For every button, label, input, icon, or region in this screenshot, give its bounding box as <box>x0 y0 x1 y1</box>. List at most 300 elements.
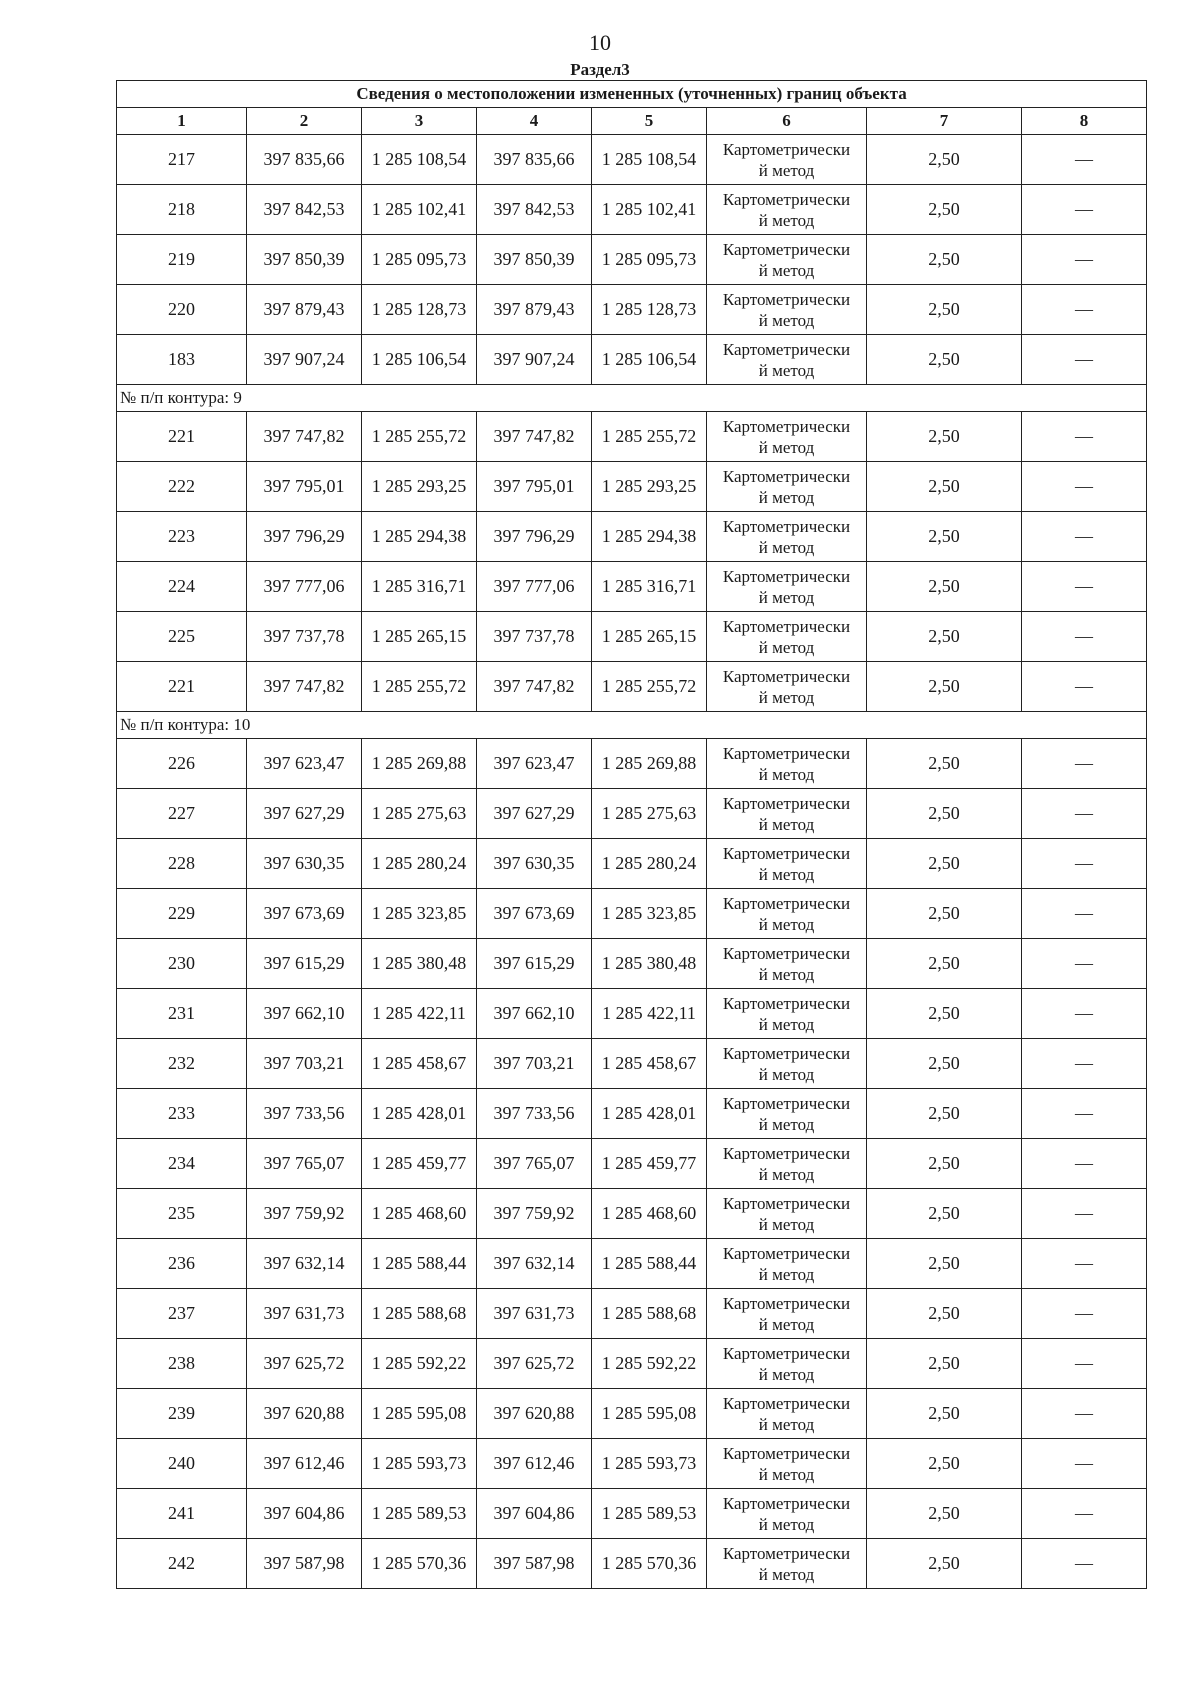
table-row <box>117 1289 1147 1339</box>
x-new-cell: 397 850,39 <box>477 235 592 285</box>
note-cell: — <box>1022 512 1147 562</box>
y-new-cell: 1 285 323,85 <box>592 889 707 939</box>
method-line-2: й метод <box>758 1214 815 1234</box>
y-new-cell: 1 285 293,25 <box>592 462 707 512</box>
method-cell <box>707 1489 867 1539</box>
column-header-2: 2 <box>247 108 362 135</box>
method-cell <box>707 1339 867 1389</box>
x-new-cell: 397 625,72 <box>477 1339 592 1389</box>
note-cell: — <box>1022 889 1147 939</box>
note-cell: — <box>1022 1039 1147 1089</box>
x-existing-cell: 397 612,46 <box>247 1439 362 1489</box>
accuracy-cell: 2,50 <box>867 1389 1022 1439</box>
x-existing-cell: 397 796,29 <box>247 512 362 562</box>
method-cell <box>707 1189 867 1239</box>
x-new-cell: 397 620,88 <box>477 1389 592 1439</box>
method-line-1: Картометрически <box>722 416 851 436</box>
x-new-cell: 397 747,82 <box>477 662 592 712</box>
method-line-1: Картометрически <box>722 1393 851 1413</box>
y-existing-cell: 1 285 106,54 <box>362 335 477 385</box>
note-cell: — <box>1022 939 1147 989</box>
method-cell <box>707 662 867 712</box>
method-line-2: й метод <box>758 587 815 607</box>
x-new-cell: 397 662,10 <box>477 989 592 1039</box>
method-cell <box>707 412 867 462</box>
accuracy-cell: 2,50 <box>867 412 1022 462</box>
table-row <box>117 1539 1147 1589</box>
column-header-6: 6 <box>707 108 867 135</box>
y-new-cell: 1 285 422,11 <box>592 989 707 1039</box>
method-line-2: й метод <box>758 764 815 784</box>
method-cell <box>707 839 867 889</box>
y-existing-cell: 1 285 459,77 <box>362 1139 477 1189</box>
x-existing-cell: 397 673,69 <box>247 889 362 939</box>
x-new-cell: 397 777,06 <box>477 562 592 612</box>
method-line-1: Картометрически <box>722 189 851 209</box>
table-row <box>117 335 1147 385</box>
method-line-2: й метод <box>758 1064 815 1084</box>
accuracy-cell: 2,50 <box>867 1039 1022 1089</box>
note-cell: — <box>1022 135 1147 185</box>
x-existing-cell: 397 737,78 <box>247 612 362 662</box>
method-line-1: Картометрически <box>722 466 851 486</box>
table-row <box>117 185 1147 235</box>
method-cell <box>707 989 867 1039</box>
table-row <box>117 939 1147 989</box>
note-cell: — <box>1022 1489 1147 1539</box>
note-cell: — <box>1022 612 1147 662</box>
method-line-1: Картометрически <box>722 139 851 159</box>
method-line-2: й метод <box>758 1414 815 1434</box>
y-existing-cell: 1 285 293,25 <box>362 462 477 512</box>
method-line-1: Картометрически <box>722 1293 851 1313</box>
y-new-cell: 1 285 265,15 <box>592 612 707 662</box>
accuracy-cell: 2,50 <box>867 989 1022 1039</box>
y-existing-cell: 1 285 468,60 <box>362 1189 477 1239</box>
y-existing-cell: 1 285 570,36 <box>362 1539 477 1589</box>
note-cell: — <box>1022 739 1147 789</box>
method-cell <box>707 939 867 989</box>
y-existing-cell: 1 285 380,48 <box>362 939 477 989</box>
x-new-cell: 397 612,46 <box>477 1439 592 1489</box>
accuracy-cell: 2,50 <box>867 1189 1022 1239</box>
contour-label: № п/п контура: 9 <box>117 385 1147 412</box>
y-existing-cell: 1 285 095,73 <box>362 235 477 285</box>
y-new-cell: 1 285 592,22 <box>592 1339 707 1389</box>
point-number-cell: 227 <box>117 789 247 839</box>
method-line-1: Картометрически <box>722 1493 851 1513</box>
point-number-cell: 225 <box>117 612 247 662</box>
method-line-1: Картометрически <box>722 339 851 359</box>
accuracy-cell: 2,50 <box>867 789 1022 839</box>
y-new-cell: 1 285 128,73 <box>592 285 707 335</box>
y-existing-cell: 1 285 588,68 <box>362 1289 477 1339</box>
note-cell: — <box>1022 1439 1147 1489</box>
table-row <box>117 412 1147 462</box>
y-new-cell: 1 285 095,73 <box>592 235 707 285</box>
x-existing-cell: 397 777,06 <box>247 562 362 612</box>
note-cell: — <box>1022 1239 1147 1289</box>
table-row <box>117 989 1147 1039</box>
method-line-2: й метод <box>758 864 815 884</box>
x-new-cell: 397 796,29 <box>477 512 592 562</box>
method-line-1: Картометрически <box>722 893 851 913</box>
point-number-cell: 221 <box>117 662 247 712</box>
y-new-cell: 1 285 458,67 <box>592 1039 707 1089</box>
x-existing-cell: 397 662,10 <box>247 989 362 1039</box>
point-number-cell: 242 <box>117 1539 247 1589</box>
accuracy-cell: 2,50 <box>867 1339 1022 1389</box>
method-line-1: Картометрически <box>722 516 851 536</box>
method-line-1: Картометрически <box>722 666 851 686</box>
method-cell <box>707 1039 867 1089</box>
column-header-row <box>117 108 1147 135</box>
point-number-cell: 234 <box>117 1139 247 1189</box>
method-line-2: й метод <box>758 260 815 280</box>
accuracy-cell: 2,50 <box>867 612 1022 662</box>
table-row <box>117 1439 1147 1489</box>
page-number: 10 <box>589 30 611 55</box>
table-row <box>117 135 1147 185</box>
y-new-cell: 1 285 570,36 <box>592 1539 707 1589</box>
contour-label: № п/п контура: 10 <box>117 712 1147 739</box>
y-existing-cell: 1 285 280,24 <box>362 839 477 889</box>
method-cell <box>707 512 867 562</box>
accuracy-cell: 2,50 <box>867 285 1022 335</box>
accuracy-cell: 2,50 <box>867 1139 1022 1189</box>
method-line-2: й метод <box>758 160 815 180</box>
y-existing-cell: 1 285 589,53 <box>362 1489 477 1539</box>
accuracy-cell: 2,50 <box>867 889 1022 939</box>
column-header-7: 7 <box>867 108 1022 135</box>
method-line-1: Картометрически <box>722 566 851 586</box>
section-label: Раздел3 <box>570 60 630 79</box>
method-cell <box>707 1289 867 1339</box>
method-cell <box>707 285 867 335</box>
x-new-cell: 397 835,66 <box>477 135 592 185</box>
y-new-cell: 1 285 269,88 <box>592 739 707 789</box>
note-cell: — <box>1022 1289 1147 1339</box>
table-row <box>117 1039 1147 1089</box>
point-number-cell: 229 <box>117 889 247 939</box>
table-row <box>117 512 1147 562</box>
y-new-cell: 1 285 108,54 <box>592 135 707 185</box>
method-line-2: й метод <box>758 814 815 834</box>
point-number-cell: 230 <box>117 939 247 989</box>
x-existing-cell: 397 759,92 <box>247 1189 362 1239</box>
table-row <box>117 889 1147 939</box>
point-number-cell: 232 <box>117 1039 247 1089</box>
y-new-cell: 1 285 588,68 <box>592 1289 707 1339</box>
table-body <box>117 135 1147 1589</box>
method-line-1: Картометрически <box>722 616 851 636</box>
x-new-cell: 397 737,78 <box>477 612 592 662</box>
x-new-cell: 397 587,98 <box>477 1539 592 1589</box>
y-new-cell: 1 285 593,73 <box>592 1439 707 1489</box>
y-new-cell: 1 285 588,44 <box>592 1239 707 1289</box>
method-line-2: й метод <box>758 914 815 934</box>
contour-row <box>117 385 1147 412</box>
y-new-cell: 1 285 280,24 <box>592 839 707 889</box>
method-line-1: Картометрически <box>722 793 851 813</box>
method-line-1: Картометрически <box>722 289 851 309</box>
x-existing-cell: 397 632,14 <box>247 1239 362 1289</box>
note-cell: — <box>1022 1339 1147 1389</box>
y-new-cell: 1 285 275,63 <box>592 789 707 839</box>
x-existing-cell: 397 879,43 <box>247 285 362 335</box>
method-cell <box>707 235 867 285</box>
contour-row <box>117 712 1147 739</box>
x-existing-cell: 397 747,82 <box>247 662 362 712</box>
point-number-cell: 226 <box>117 739 247 789</box>
x-existing-cell: 397 703,21 <box>247 1039 362 1089</box>
x-new-cell: 397 673,69 <box>477 889 592 939</box>
method-line-2: й метод <box>758 437 815 457</box>
method-cell <box>707 1539 867 1589</box>
y-existing-cell: 1 285 108,54 <box>362 135 477 185</box>
x-new-cell: 397 627,29 <box>477 789 592 839</box>
accuracy-cell: 2,50 <box>867 512 1022 562</box>
method-cell <box>707 335 867 385</box>
method-line-1: Картометрически <box>722 993 851 1013</box>
table-row <box>117 1089 1147 1139</box>
table-row <box>117 612 1147 662</box>
point-number-cell: 237 <box>117 1289 247 1339</box>
y-existing-cell: 1 285 294,38 <box>362 512 477 562</box>
y-existing-cell: 1 285 592,22 <box>362 1339 477 1389</box>
note-cell: — <box>1022 185 1147 235</box>
x-new-cell: 397 630,35 <box>477 839 592 889</box>
point-number-cell: 223 <box>117 512 247 562</box>
method-line-1: Картометрически <box>722 1243 851 1263</box>
x-existing-cell: 397 795,01 <box>247 462 362 512</box>
note-cell: — <box>1022 285 1147 335</box>
point-number-cell: 217 <box>117 135 247 185</box>
note-cell: — <box>1022 1189 1147 1239</box>
note-cell: — <box>1022 235 1147 285</box>
table-row <box>117 662 1147 712</box>
y-existing-cell: 1 285 458,67 <box>362 1039 477 1089</box>
method-line-1: Картометрически <box>722 1043 851 1063</box>
x-existing-cell: 397 631,73 <box>247 1289 362 1339</box>
x-new-cell: 397 631,73 <box>477 1289 592 1339</box>
method-cell <box>707 789 867 839</box>
x-new-cell: 397 632,14 <box>477 1239 592 1289</box>
x-existing-cell: 397 835,66 <box>247 135 362 185</box>
x-existing-cell: 397 587,98 <box>247 1539 362 1589</box>
method-line-1: Картометрически <box>722 743 851 763</box>
accuracy-cell: 2,50 <box>867 562 1022 612</box>
method-line-1: Картометрически <box>722 1193 851 1213</box>
x-new-cell: 397 907,24 <box>477 335 592 385</box>
accuracy-cell: 2,50 <box>867 1439 1022 1489</box>
table-caption: Сведения о местоположении измененных (уточненных) границ объекта <box>117 81 1147 108</box>
y-existing-cell: 1 285 428,01 <box>362 1089 477 1139</box>
note-cell: — <box>1022 662 1147 712</box>
point-number-cell: 220 <box>117 285 247 335</box>
table-row <box>117 285 1147 335</box>
method-line-2: й метод <box>758 537 815 557</box>
x-existing-cell: 397 604,86 <box>247 1489 362 1539</box>
table-row <box>117 1239 1147 1289</box>
x-existing-cell: 397 907,24 <box>247 335 362 385</box>
method-cell <box>707 739 867 789</box>
point-number-cell: 228 <box>117 839 247 889</box>
point-number-cell: 241 <box>117 1489 247 1539</box>
x-existing-cell: 397 625,72 <box>247 1339 362 1389</box>
point-number-cell: 236 <box>117 1239 247 1289</box>
y-new-cell: 1 285 255,72 <box>592 412 707 462</box>
y-existing-cell: 1 285 275,63 <box>362 789 477 839</box>
table-row <box>117 839 1147 889</box>
table-row <box>117 1389 1147 1439</box>
method-line-2: й метод <box>758 360 815 380</box>
table-row <box>117 739 1147 789</box>
method-line-1: Картометрически <box>722 1343 851 1363</box>
note-cell: — <box>1022 989 1147 1039</box>
column-header-4: 4 <box>477 108 592 135</box>
x-new-cell: 397 604,86 <box>477 1489 592 1539</box>
accuracy-cell: 2,50 <box>867 939 1022 989</box>
note-cell: — <box>1022 1389 1147 1439</box>
accuracy-cell: 2,50 <box>867 335 1022 385</box>
accuracy-cell: 2,50 <box>867 235 1022 285</box>
method-line-2: й метод <box>758 1014 815 1034</box>
method-line-1: Картометрически <box>722 1543 851 1563</box>
point-number-cell: 233 <box>117 1089 247 1139</box>
y-new-cell: 1 285 294,38 <box>592 512 707 562</box>
method-cell <box>707 1139 867 1189</box>
column-header-3: 3 <box>362 108 477 135</box>
x-new-cell: 397 759,92 <box>477 1189 592 1239</box>
y-existing-cell: 1 285 316,71 <box>362 562 477 612</box>
accuracy-cell: 2,50 <box>867 462 1022 512</box>
point-number-cell: 235 <box>117 1189 247 1239</box>
accuracy-cell: 2,50 <box>867 135 1022 185</box>
note-cell: — <box>1022 562 1147 612</box>
table-row <box>117 1189 1147 1239</box>
x-existing-cell: 397 765,07 <box>247 1139 362 1189</box>
method-cell <box>707 1389 867 1439</box>
method-line-1: Картометрически <box>722 1093 851 1113</box>
x-new-cell: 397 623,47 <box>477 739 592 789</box>
method-cell <box>707 185 867 235</box>
table-row <box>117 235 1147 285</box>
y-existing-cell: 1 285 588,44 <box>362 1239 477 1289</box>
y-existing-cell: 1 285 595,08 <box>362 1389 477 1439</box>
method-cell <box>707 1089 867 1139</box>
note-cell: — <box>1022 412 1147 462</box>
table-caption-row <box>117 81 1147 108</box>
method-line-2: й метод <box>758 1364 815 1384</box>
point-number-cell: 239 <box>117 1389 247 1439</box>
note-cell: — <box>1022 1139 1147 1189</box>
method-line-1: Картометрически <box>722 239 851 259</box>
accuracy-cell: 2,50 <box>867 1539 1022 1589</box>
x-existing-cell: 397 850,39 <box>247 235 362 285</box>
y-existing-cell: 1 285 265,15 <box>362 612 477 662</box>
method-line-2: й метод <box>758 1564 815 1584</box>
accuracy-cell: 2,50 <box>867 1489 1022 1539</box>
method-cell <box>707 1439 867 1489</box>
method-line-2: й метод <box>758 1314 815 1334</box>
y-existing-cell: 1 285 255,72 <box>362 662 477 712</box>
column-header-1: 1 <box>117 108 247 135</box>
point-number-cell: 224 <box>117 562 247 612</box>
x-existing-cell: 397 733,56 <box>247 1089 362 1139</box>
accuracy-cell: 2,50 <box>867 185 1022 235</box>
x-existing-cell: 397 623,47 <box>247 739 362 789</box>
column-header-5: 5 <box>592 108 707 135</box>
method-line-2: й метод <box>758 1114 815 1134</box>
y-new-cell: 1 285 380,48 <box>592 939 707 989</box>
method-line-1: Картометрически <box>722 1143 851 1163</box>
method-cell <box>707 562 867 612</box>
y-new-cell: 1 285 255,72 <box>592 662 707 712</box>
accuracy-cell: 2,50 <box>867 739 1022 789</box>
method-line-2: й метод <box>758 210 815 230</box>
x-new-cell: 397 747,82 <box>477 412 592 462</box>
table-row <box>117 462 1147 512</box>
y-existing-cell: 1 285 422,11 <box>362 989 477 1039</box>
point-number-cell: 240 <box>117 1439 247 1489</box>
x-new-cell: 397 615,29 <box>477 939 592 989</box>
table-row <box>117 1489 1147 1539</box>
y-existing-cell: 1 285 128,73 <box>362 285 477 335</box>
x-existing-cell: 397 630,35 <box>247 839 362 889</box>
y-new-cell: 1 285 102,41 <box>592 185 707 235</box>
x-new-cell: 397 765,07 <box>477 1139 592 1189</box>
point-number-cell: 221 <box>117 412 247 462</box>
y-existing-cell: 1 285 269,88 <box>362 739 477 789</box>
y-new-cell: 1 285 428,01 <box>592 1089 707 1139</box>
x-existing-cell: 397 620,88 <box>247 1389 362 1439</box>
boundary-coordinates-table <box>116 80 1147 1589</box>
column-header-8: 8 <box>1022 108 1147 135</box>
point-number-cell: 183 <box>117 335 247 385</box>
y-new-cell: 1 285 459,77 <box>592 1139 707 1189</box>
accuracy-cell: 2,50 <box>867 1239 1022 1289</box>
point-number-cell: 231 <box>117 989 247 1039</box>
x-existing-cell: 397 627,29 <box>247 789 362 839</box>
method-cell <box>707 135 867 185</box>
note-cell: — <box>1022 335 1147 385</box>
method-line-2: й метод <box>758 964 815 984</box>
method-line-2: й метод <box>758 637 815 657</box>
x-new-cell: 397 879,43 <box>477 285 592 335</box>
method-line-1: Картометрически <box>722 943 851 963</box>
y-new-cell: 1 285 589,53 <box>592 1489 707 1539</box>
x-new-cell: 397 795,01 <box>477 462 592 512</box>
table-row <box>117 562 1147 612</box>
table-row <box>117 789 1147 839</box>
point-number-cell: 238 <box>117 1339 247 1389</box>
y-new-cell: 1 285 468,60 <box>592 1189 707 1239</box>
y-existing-cell: 1 285 102,41 <box>362 185 477 235</box>
note-cell: — <box>1022 1539 1147 1589</box>
y-existing-cell: 1 285 255,72 <box>362 412 477 462</box>
method-line-2: й метод <box>758 1464 815 1484</box>
point-number-cell: 218 <box>117 185 247 235</box>
table-row <box>117 1339 1147 1389</box>
method-cell <box>707 889 867 939</box>
accuracy-cell: 2,50 <box>867 1289 1022 1339</box>
method-line-2: й метод <box>758 1164 815 1184</box>
method-cell <box>707 612 867 662</box>
y-new-cell: 1 285 316,71 <box>592 562 707 612</box>
x-new-cell: 397 733,56 <box>477 1089 592 1139</box>
x-new-cell: 397 703,21 <box>477 1039 592 1089</box>
